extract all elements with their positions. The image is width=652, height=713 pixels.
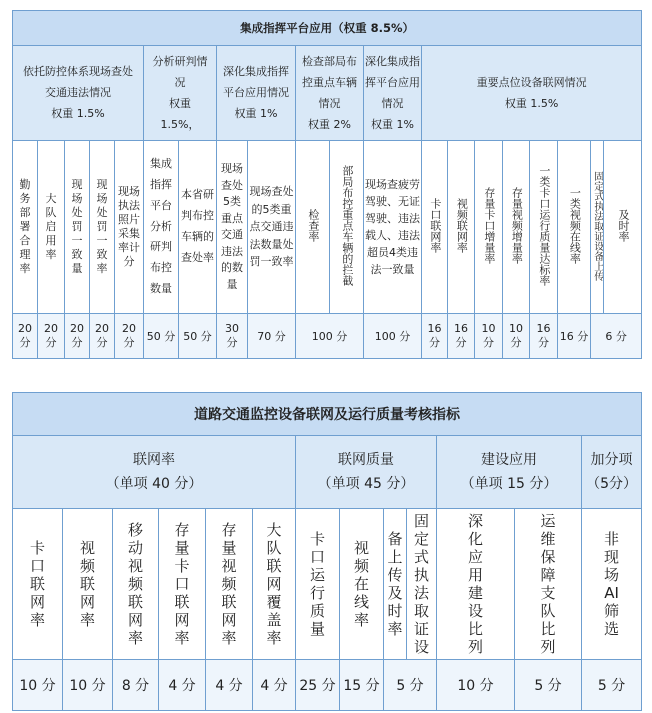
group-construction: 建设应用 （单项 15 分）	[437, 436, 582, 509]
score-brigade-usage: 20 分	[38, 314, 65, 359]
score2-stock-checkpoint: 4 分	[159, 660, 206, 711]
score-detection-rate: 50 分	[179, 314, 217, 359]
col2-stock-checkpoint-network: 存量卡口联网率	[159, 509, 206, 660]
group-deep-platform-2: 深化集成指挥平台应用情况 权重 1%	[364, 46, 422, 141]
score-photo-capture: 20 分	[115, 314, 144, 359]
col-four-violations: 现场查疲劳驾驶、无证驾驶、违法载人、违法超员4类违法一致量	[364, 141, 422, 314]
col2-maintenance: 运维保障支队比列	[515, 509, 582, 660]
score-checkpoint-quality: 16 分	[530, 314, 558, 359]
group-deep-platform-1: 深化集成指挥平台应用情况 权重 1%	[217, 46, 296, 141]
score-video-online: 16 分	[558, 314, 591, 359]
col-timeliness: 及时率	[604, 141, 642, 314]
col-analysis-count: 集成指挥平台分析研判布控数量	[144, 141, 179, 314]
monitoring-assessment-table	[12, 392, 642, 711]
score2-deep-application: 10 分	[437, 660, 515, 711]
table2-title: 道路交通监控设备联网及运行质量考核指标	[13, 393, 642, 436]
col2-upload-timeliness: 备上传及时率	[384, 509, 407, 660]
col-inspection-rate: 检查率	[296, 141, 330, 314]
score-checkpoint-increment: 10 分	[475, 314, 503, 359]
col-photo-capture: 现场执法照片采集率计分	[115, 141, 144, 314]
score2-maintenance: 5 分	[515, 660, 582, 711]
group-analysis: 分析研判情况 权重 1.5%，	[144, 46, 217, 141]
score-checkpoint-network: 16 分	[422, 314, 448, 359]
col2-checkpoint-network: 卡口联网率	[13, 509, 63, 660]
score2-video-online: 15 分	[340, 660, 384, 711]
col2-mobile-video-network: 移动视频联网率	[113, 509, 159, 660]
score-video-increment: 10 分	[503, 314, 530, 359]
score2-checkpoint-quality: 25 分	[296, 660, 340, 711]
score-four-violations: 100 分	[364, 314, 422, 359]
score-penalty-count: 20 分	[65, 314, 90, 359]
group-key-vehicles: 检查部局布控重点车辆情况 权重 2%	[296, 46, 364, 141]
col-key-vehicle-intercept: 部局布控重点车辆的拦截	[330, 141, 364, 314]
col2-brigade-coverage: 大队联网覆盖率	[253, 509, 296, 660]
score-five-count: 30 分	[217, 314, 248, 359]
score-video-network: 16 分	[448, 314, 475, 359]
col2-deep-application: 深化应用建设比列	[437, 509, 515, 660]
score2-ai-screening: 5 分	[582, 660, 642, 711]
group-network-quality: 联网质量 （单项 45 分）	[296, 436, 437, 509]
col-detection-rate: 本省研判布控车辆的查处率	[179, 141, 217, 314]
col2-checkpoint-quality: 卡口运行质量	[296, 509, 340, 660]
col2-stock-video-network: 存量视频联网率	[206, 509, 253, 660]
col-video-online-rate: 一类视频在线率	[558, 141, 591, 314]
col-penalty-consistency-count: 现场处罚一致量	[65, 141, 90, 314]
score-penalty-rate: 20 分	[90, 314, 115, 359]
col2-video-online: 视频在线率	[340, 509, 384, 660]
score-duty-rate: 20 分	[13, 314, 38, 359]
group-onsite-enforcement: 依托防控体系现场查处交通违法情况 权重 1.5%	[13, 46, 144, 141]
score2-checkpoint-network: 10 分	[13, 660, 63, 711]
table1-title: 集成指挥平台应用（权重 8.5%）	[13, 11, 642, 46]
score2-mobile-video: 8 分	[113, 660, 159, 711]
col-five-violations-count: 现场查处5类重点交通违法的数量	[217, 141, 248, 314]
group-device-networking: 重要点位设备联网情况 权重 1.5%	[422, 46, 642, 141]
score2-video-network: 10 分	[63, 660, 113, 711]
col2-video-network: 视频联网率	[63, 509, 113, 660]
score2-brigade-coverage: 4 分	[253, 660, 296, 711]
col-brigade-usage: 大队启用率	[38, 141, 65, 314]
group-bonus: 加分项 （5分）	[582, 436, 642, 509]
score2-stock-video: 4 分	[206, 660, 253, 711]
score2-fixed-device: 5 分	[384, 660, 437, 711]
score-key-vehicles: 100 分	[296, 314, 364, 359]
platform-application-table	[12, 10, 642, 359]
col-checkpoint-quality: 一类卡口运行质量达标率	[530, 141, 558, 314]
col2-fixed-device: 固定式执法取证设	[407, 509, 437, 660]
col-fixed-device-upload: 固定式执法取证设备上传	[591, 141, 604, 314]
col-video-increment: 存量视频增量率	[503, 141, 530, 314]
col-video-network-rate: 视频联网率	[448, 141, 475, 314]
score-timeliness: 6 分	[591, 314, 642, 359]
score-five-consistency: 70 分	[248, 314, 296, 359]
group-network-rate: 联网率 （单项 40 分）	[13, 436, 296, 509]
col2-ai-screening: 非现场AI筛选	[582, 509, 642, 660]
col-five-violations-consistency: 现场查处的5类重点交通违法数量处罚一致率	[248, 141, 296, 314]
col-checkpoint-increment: 存量卡口增量率	[475, 141, 503, 314]
col-checkpoint-network-rate: 卡口联网率	[422, 141, 448, 314]
score-analysis-count: 50 分	[144, 314, 179, 359]
col-penalty-consistency-rate: 现场处罚一致率	[90, 141, 115, 314]
col-duty-rate: 勤务部署合理率	[13, 141, 38, 314]
